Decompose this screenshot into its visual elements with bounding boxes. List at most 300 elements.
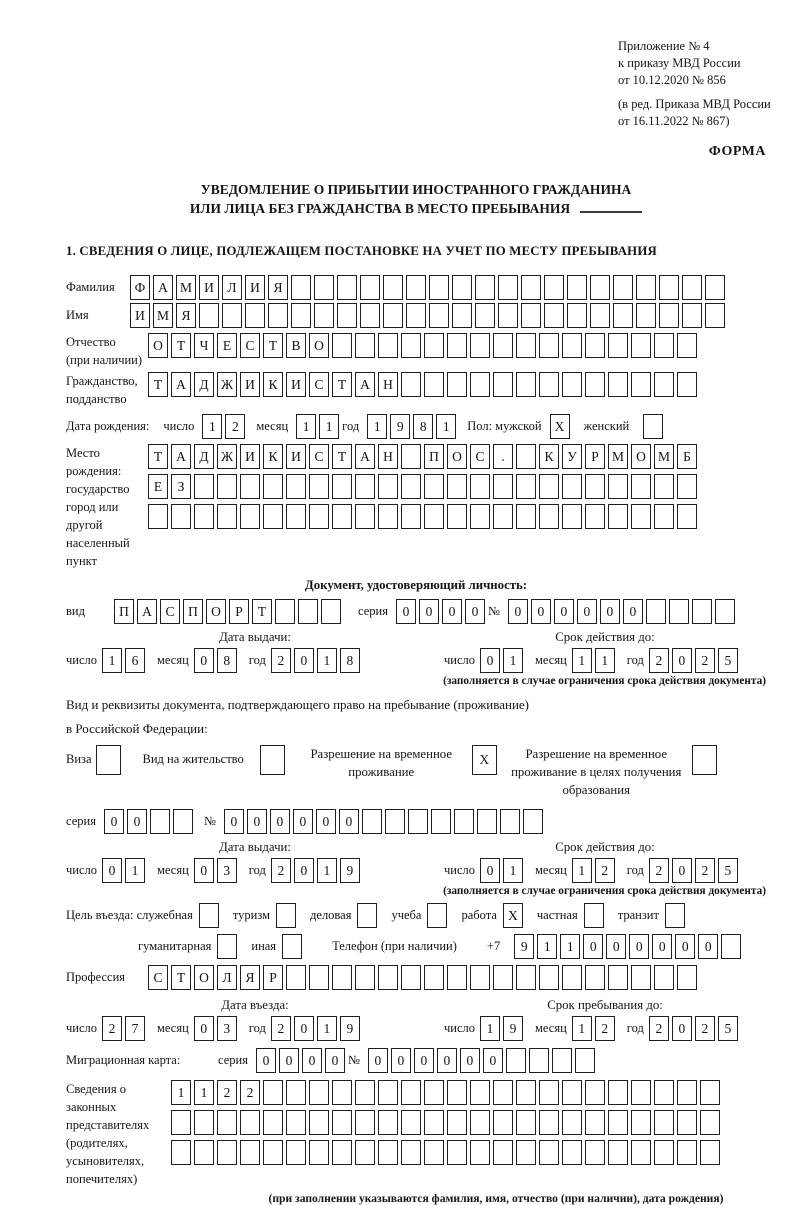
birthplace-grid-3[interactable] (148, 504, 700, 529)
grid-cell[interactable] (309, 504, 329, 529)
grid-cell[interactable] (498, 275, 518, 300)
grid-cell[interactable]: Ч (194, 333, 214, 358)
grid-cell[interactable] (493, 1140, 513, 1165)
grid-cell[interactable] (424, 1110, 444, 1135)
grid-cell[interactable] (447, 474, 467, 499)
grid-cell[interactable] (608, 965, 628, 990)
grid-cell[interactable]: 0 (465, 599, 485, 624)
grid-cell[interactable] (263, 474, 283, 499)
grid-cell[interactable] (424, 965, 444, 990)
grid-cell[interactable] (631, 1080, 651, 1105)
grid-cell[interactable] (677, 1140, 697, 1165)
grid-cell[interactable] (378, 333, 398, 358)
grid-cell[interactable]: 1 (296, 414, 316, 439)
grid-cell[interactable]: 0 (623, 599, 643, 624)
grid-cell[interactable] (360, 275, 380, 300)
doc-series-grid[interactable] (396, 599, 488, 624)
grid-cell[interactable]: Р (229, 599, 249, 624)
grid-cell[interactable] (659, 303, 679, 328)
grid-cell[interactable] (590, 275, 610, 300)
grid-cell[interactable] (217, 1140, 237, 1165)
grid-cell[interactable] (700, 1110, 720, 1135)
grid-cell[interactable] (608, 504, 628, 529)
grid-cell[interactable] (424, 504, 444, 529)
grid-cell[interactable] (552, 1048, 572, 1073)
grid-cell[interactable] (631, 372, 651, 397)
grid-cell[interactable]: И (199, 275, 219, 300)
grid-cell[interactable] (194, 474, 214, 499)
grid-cell[interactable]: 0 (672, 648, 692, 673)
grid-cell[interactable] (500, 809, 520, 834)
grid-cell[interactable] (194, 1140, 214, 1165)
grid-cell[interactable]: О (148, 333, 168, 358)
grid-cell[interactable] (608, 1080, 628, 1105)
grid-cell[interactable] (700, 1140, 720, 1165)
grid-cell[interactable]: 1 (537, 934, 557, 959)
grid-cell[interactable] (608, 1110, 628, 1135)
entry-day-grid[interactable] (102, 1016, 148, 1041)
grid-cell[interactable]: 5 (718, 858, 738, 883)
stay-year-grid[interactable] (649, 1016, 741, 1041)
grid-cell[interactable]: 8 (217, 648, 237, 673)
grid-cell[interactable]: 1 (317, 1016, 337, 1041)
grid-cell[interactable]: И (245, 275, 265, 300)
grid-cell[interactable]: 0 (294, 648, 314, 673)
grid-cell[interactable]: 0 (600, 599, 620, 624)
grid-cell[interactable] (424, 474, 444, 499)
grid-cell[interactable]: 9 (503, 1016, 523, 1041)
grid-cell[interactable] (539, 1110, 559, 1135)
grid-cell[interactable] (309, 1110, 329, 1135)
grid-cell[interactable]: 1 (503, 648, 523, 673)
grid-cell[interactable] (401, 444, 421, 469)
birthplace-grid-1[interactable] (148, 444, 700, 469)
grid-cell[interactable] (608, 474, 628, 499)
grid-cell[interactable] (544, 275, 564, 300)
grid-cell[interactable] (406, 303, 426, 328)
grid-cell[interactable]: И (240, 444, 260, 469)
grid-cell[interactable]: М (608, 444, 628, 469)
grid-cell[interactable]: 1 (102, 648, 122, 673)
grid-cell[interactable] (314, 303, 334, 328)
grid-cell[interactable]: О (194, 965, 214, 990)
grid-cell[interactable] (332, 1140, 352, 1165)
migcard-number-grid[interactable] (368, 1048, 598, 1073)
grid-cell[interactable] (677, 372, 697, 397)
grid-cell[interactable]: 0 (104, 809, 124, 834)
grid-cell[interactable]: 0 (368, 1048, 388, 1073)
grid-cell[interactable] (447, 1110, 467, 1135)
profession-grid[interactable] (148, 965, 700, 990)
male-checkbox[interactable]: X (550, 414, 570, 439)
grid-cell[interactable] (171, 1140, 191, 1165)
grid-cell[interactable] (475, 275, 495, 300)
grid-cell[interactable] (378, 504, 398, 529)
visa-checkbox[interactable] (96, 745, 121, 775)
grid-cell[interactable]: 1 (572, 1016, 592, 1041)
grid-cell[interactable] (355, 965, 375, 990)
grid-cell[interactable]: 0 (460, 1048, 480, 1073)
grid-cell[interactable] (401, 965, 421, 990)
grid-cell[interactable] (539, 965, 559, 990)
grid-cell[interactable] (447, 333, 467, 358)
grid-cell[interactable]: 1 (319, 414, 339, 439)
grid-cell[interactable] (332, 333, 352, 358)
grid-cell[interactable]: Р (585, 444, 605, 469)
grid-cell[interactable] (286, 965, 306, 990)
grid-cell[interactable]: А (171, 444, 191, 469)
grid-cell[interactable]: М (153, 303, 173, 328)
grid-cell[interactable]: О (447, 444, 467, 469)
grid-cell[interactable]: 0 (672, 858, 692, 883)
grid-cell[interactable] (575, 1048, 595, 1073)
grid-cell[interactable] (378, 1140, 398, 1165)
grid-cell[interactable]: Т (332, 444, 352, 469)
grid-cell[interactable] (447, 965, 467, 990)
grid-cell[interactable] (447, 1080, 467, 1105)
grid-cell[interactable] (493, 1080, 513, 1105)
grid-cell[interactable] (636, 275, 656, 300)
valid1-day-grid[interactable] (480, 648, 526, 673)
grid-cell[interactable]: 0 (508, 599, 528, 624)
grid-cell[interactable] (585, 965, 605, 990)
grid-cell[interactable] (521, 303, 541, 328)
female-checkbox[interactable] (643, 414, 663, 439)
other-checkbox[interactable] (282, 934, 302, 959)
grid-cell[interactable] (406, 275, 426, 300)
grid-cell[interactable] (150, 809, 170, 834)
grid-cell[interactable]: 0 (302, 1048, 322, 1073)
grid-cell[interactable]: 1 (202, 414, 222, 439)
grid-cell[interactable]: О (631, 444, 651, 469)
grid-cell[interactable] (631, 965, 651, 990)
doc-number-grid[interactable] (508, 599, 738, 624)
grid-cell[interactable] (506, 1048, 526, 1073)
grid-cell[interactable] (171, 504, 191, 529)
grid-cell[interactable] (332, 1110, 352, 1135)
grid-cell[interactable]: 0 (554, 599, 574, 624)
grid-cell[interactable] (470, 1140, 490, 1165)
grid-cell[interactable]: Я (268, 275, 288, 300)
grid-cell[interactable] (516, 333, 536, 358)
grid-cell[interactable] (470, 1110, 490, 1135)
grid-cell[interactable]: У (562, 444, 582, 469)
grid-cell[interactable]: 8 (413, 414, 433, 439)
patronymic-grid[interactable] (148, 333, 700, 358)
grid-cell[interactable]: 2 (595, 1016, 615, 1041)
grid-cell[interactable] (424, 333, 444, 358)
grid-cell[interactable] (567, 275, 587, 300)
grid-cell[interactable]: 0 (325, 1048, 345, 1073)
grid-cell[interactable]: Ж (217, 372, 237, 397)
grid-cell[interactable] (429, 275, 449, 300)
permit-series-grid[interactable] (104, 809, 196, 834)
grid-cell[interactable]: А (355, 444, 375, 469)
grid-cell[interactable] (585, 333, 605, 358)
grid-cell[interactable] (378, 965, 398, 990)
grid-cell[interactable] (385, 809, 405, 834)
grid-cell[interactable]: М (176, 275, 196, 300)
grid-cell[interactable] (562, 1110, 582, 1135)
grid-cell[interactable]: 8 (340, 648, 360, 673)
grid-cell[interactable] (585, 504, 605, 529)
grid-cell[interactable] (383, 275, 403, 300)
grid-cell[interactable] (171, 1110, 191, 1135)
grid-cell[interactable]: К (263, 444, 283, 469)
grid-cell[interactable]: С (309, 444, 329, 469)
grid-cell[interactable]: 0 (652, 934, 672, 959)
grid-cell[interactable] (286, 504, 306, 529)
grid-cell[interactable]: 0 (391, 1048, 411, 1073)
grid-cell[interactable] (529, 1048, 549, 1073)
grid-cell[interactable]: 0 (316, 809, 336, 834)
valid2-year-grid[interactable] (649, 858, 741, 883)
grid-cell[interactable] (646, 599, 666, 624)
grid-cell[interactable]: Л (222, 275, 242, 300)
grid-cell[interactable] (493, 965, 513, 990)
grid-cell[interactable]: 1 (436, 414, 456, 439)
stay-month-grid[interactable] (572, 1016, 618, 1041)
grid-cell[interactable] (263, 1110, 283, 1135)
tourism-checkbox[interactable] (276, 903, 296, 928)
grid-cell[interactable] (562, 333, 582, 358)
grid-cell[interactable]: Ж (217, 444, 237, 469)
grid-cell[interactable] (608, 372, 628, 397)
grid-cell[interactable] (669, 599, 689, 624)
grid-cell[interactable] (682, 303, 702, 328)
grid-cell[interactable] (654, 504, 674, 529)
grid-cell[interactable]: 1 (125, 858, 145, 883)
grid-cell[interactable] (613, 275, 633, 300)
grid-cell[interactable] (291, 303, 311, 328)
grid-cell[interactable] (245, 303, 265, 328)
grid-cell[interactable] (286, 1080, 306, 1105)
grid-cell[interactable] (447, 372, 467, 397)
grid-cell[interactable]: П (114, 599, 134, 624)
grid-cell[interactable]: И (130, 303, 150, 328)
grid-cell[interactable] (562, 504, 582, 529)
grid-cell[interactable] (539, 1080, 559, 1105)
grid-cell[interactable] (585, 1110, 605, 1135)
grid-cell[interactable] (677, 333, 697, 358)
grid-cell[interactable] (355, 1110, 375, 1135)
grid-cell[interactable] (654, 333, 674, 358)
grid-cell[interactable]: 1 (317, 648, 337, 673)
grid-cell[interactable]: С (160, 599, 180, 624)
grid-cell[interactable]: Д (194, 444, 214, 469)
grid-cell[interactable] (585, 474, 605, 499)
grid-cell[interactable] (355, 474, 375, 499)
grid-cell[interactable]: 2 (102, 1016, 122, 1041)
grid-cell[interactable] (173, 809, 193, 834)
grid-cell[interactable]: 0 (414, 1048, 434, 1073)
grid-cell[interactable]: К (539, 444, 559, 469)
transit-checkbox[interactable] (665, 903, 685, 928)
representatives-grid-1[interactable] (171, 1080, 723, 1105)
grid-cell[interactable] (692, 599, 712, 624)
grid-cell[interactable]: С (240, 333, 260, 358)
grid-cell[interactable] (539, 504, 559, 529)
grid-cell[interactable] (654, 1140, 674, 1165)
grid-cell[interactable] (408, 809, 428, 834)
grid-cell[interactable]: 0 (419, 599, 439, 624)
grid-cell[interactable]: 0 (396, 599, 416, 624)
grid-cell[interactable]: 0 (127, 809, 147, 834)
grid-cell[interactable] (401, 372, 421, 397)
citizenship-grid[interactable] (148, 372, 700, 397)
grid-cell[interactable]: 1 (317, 858, 337, 883)
grid-cell[interactable]: 2 (271, 858, 291, 883)
grid-cell[interactable]: 6 (125, 648, 145, 673)
grid-cell[interactable] (631, 1140, 651, 1165)
grid-cell[interactable]: Ф (130, 275, 150, 300)
grid-cell[interactable]: 2 (649, 1016, 669, 1041)
grid-cell[interactable]: 0 (483, 1048, 503, 1073)
work-checkbox[interactable]: X (503, 903, 523, 928)
grid-cell[interactable] (608, 333, 628, 358)
grid-cell[interactable] (332, 504, 352, 529)
grid-cell[interactable] (654, 372, 674, 397)
grid-cell[interactable]: А (355, 372, 375, 397)
grid-cell[interactable] (613, 303, 633, 328)
grid-cell[interactable] (654, 474, 674, 499)
grid-cell[interactable] (470, 965, 490, 990)
grid-cell[interactable] (447, 1140, 467, 1165)
grid-cell[interactable] (424, 1080, 444, 1105)
grid-cell[interactable]: Д (194, 372, 214, 397)
grid-cell[interactable]: 9 (340, 1016, 360, 1041)
entry-month-grid[interactable] (194, 1016, 240, 1041)
grid-cell[interactable]: Б (677, 444, 697, 469)
grid-cell[interactable]: 2 (695, 1016, 715, 1041)
grid-cell[interactable] (454, 809, 474, 834)
grid-cell[interactable]: 9 (514, 934, 534, 959)
grid-cell[interactable] (516, 965, 536, 990)
grid-cell[interactable] (631, 474, 651, 499)
grid-cell[interactable]: С (309, 372, 329, 397)
grid-cell[interactable] (516, 372, 536, 397)
grid-cell[interactable] (470, 1080, 490, 1105)
grid-cell[interactable]: А (137, 599, 157, 624)
grid-cell[interactable]: 0 (480, 858, 500, 883)
grid-cell[interactable] (539, 1140, 559, 1165)
grid-cell[interactable] (240, 1110, 260, 1135)
grid-cell[interactable] (493, 372, 513, 397)
grid-cell[interactable] (475, 303, 495, 328)
grid-cell[interactable] (401, 1080, 421, 1105)
grid-cell[interactable] (562, 372, 582, 397)
grid-cell[interactable]: П (424, 444, 444, 469)
grid-cell[interactable] (240, 1140, 260, 1165)
permit-number-grid[interactable] (224, 809, 546, 834)
surname-grid[interactable] (130, 275, 728, 300)
grid-cell[interactable]: 0 (279, 1048, 299, 1073)
grid-cell[interactable] (401, 1110, 421, 1135)
name-grid[interactable] (130, 303, 728, 328)
grid-cell[interactable]: 2 (271, 648, 291, 673)
grid-cell[interactable] (516, 444, 536, 469)
grid-cell[interactable] (378, 1110, 398, 1135)
grid-cell[interactable]: 5 (718, 1016, 738, 1041)
grid-cell[interactable] (539, 474, 559, 499)
grid-cell[interactable]: 0 (531, 599, 551, 624)
grid-cell[interactable]: И (240, 372, 260, 397)
grid-cell[interactable] (705, 303, 725, 328)
grid-cell[interactable] (332, 1080, 352, 1105)
valid2-day-grid[interactable] (480, 858, 526, 883)
grid-cell[interactable]: З (171, 474, 191, 499)
birthplace-grid-2[interactable] (148, 474, 700, 499)
grid-cell[interactable]: 9 (390, 414, 410, 439)
grid-cell[interactable] (631, 504, 651, 529)
grid-cell[interactable] (470, 333, 490, 358)
grid-cell[interactable]: 0 (194, 648, 214, 673)
grid-cell[interactable] (355, 504, 375, 529)
grid-cell[interactable] (521, 275, 541, 300)
grid-cell[interactable]: 0 (577, 599, 597, 624)
grid-cell[interactable] (562, 1140, 582, 1165)
grid-cell[interactable] (309, 1140, 329, 1165)
stay-day-grid[interactable] (480, 1016, 526, 1041)
grid-cell[interactable]: Т (171, 333, 191, 358)
grid-cell[interactable] (431, 809, 451, 834)
grid-cell[interactable] (263, 1140, 283, 1165)
grid-cell[interactable]: С (470, 444, 490, 469)
grid-cell[interactable]: 2 (595, 858, 615, 883)
grid-cell[interactable] (516, 504, 536, 529)
grid-cell[interactable] (362, 809, 382, 834)
doc-type-grid[interactable] (114, 599, 344, 624)
grid-cell[interactable] (677, 474, 697, 499)
phone-grid[interactable] (514, 934, 744, 959)
grid-cell[interactable] (654, 965, 674, 990)
grid-cell[interactable]: Т (332, 372, 352, 397)
grid-cell[interactable] (677, 965, 697, 990)
grid-cell[interactable]: 2 (240, 1080, 260, 1105)
grid-cell[interactable] (477, 809, 497, 834)
grid-cell[interactable] (217, 474, 237, 499)
grid-cell[interactable]: 0 (294, 858, 314, 883)
grid-cell[interactable] (291, 275, 311, 300)
grid-cell[interactable]: 0 (442, 599, 462, 624)
grid-cell[interactable]: П (183, 599, 203, 624)
issue1-month-grid[interactable] (194, 648, 240, 673)
grid-cell[interactable]: В (286, 333, 306, 358)
grid-cell[interactable] (721, 934, 741, 959)
birth-month-grid[interactable] (296, 414, 342, 439)
grid-cell[interactable] (585, 372, 605, 397)
grid-cell[interactable] (332, 474, 352, 499)
study-checkbox[interactable] (427, 903, 447, 928)
grid-cell[interactable] (447, 504, 467, 529)
grid-cell[interactable]: 1 (503, 858, 523, 883)
grid-cell[interactable] (217, 504, 237, 529)
grid-cell[interactable] (682, 275, 702, 300)
grid-cell[interactable]: 1 (367, 414, 387, 439)
grid-cell[interactable] (401, 504, 421, 529)
grid-cell[interactable]: . (493, 444, 513, 469)
grid-cell[interactable] (523, 809, 543, 834)
grid-cell[interactable] (516, 1140, 536, 1165)
valid1-month-grid[interactable] (572, 648, 618, 673)
grid-cell[interactable]: 0 (629, 934, 649, 959)
grid-cell[interactable]: 0 (194, 1016, 214, 1041)
grid-cell[interactable] (677, 1080, 697, 1105)
grid-cell[interactable] (470, 504, 490, 529)
grid-cell[interactable] (636, 303, 656, 328)
grid-cell[interactable]: А (153, 275, 173, 300)
grid-cell[interactable]: 1 (480, 1016, 500, 1041)
